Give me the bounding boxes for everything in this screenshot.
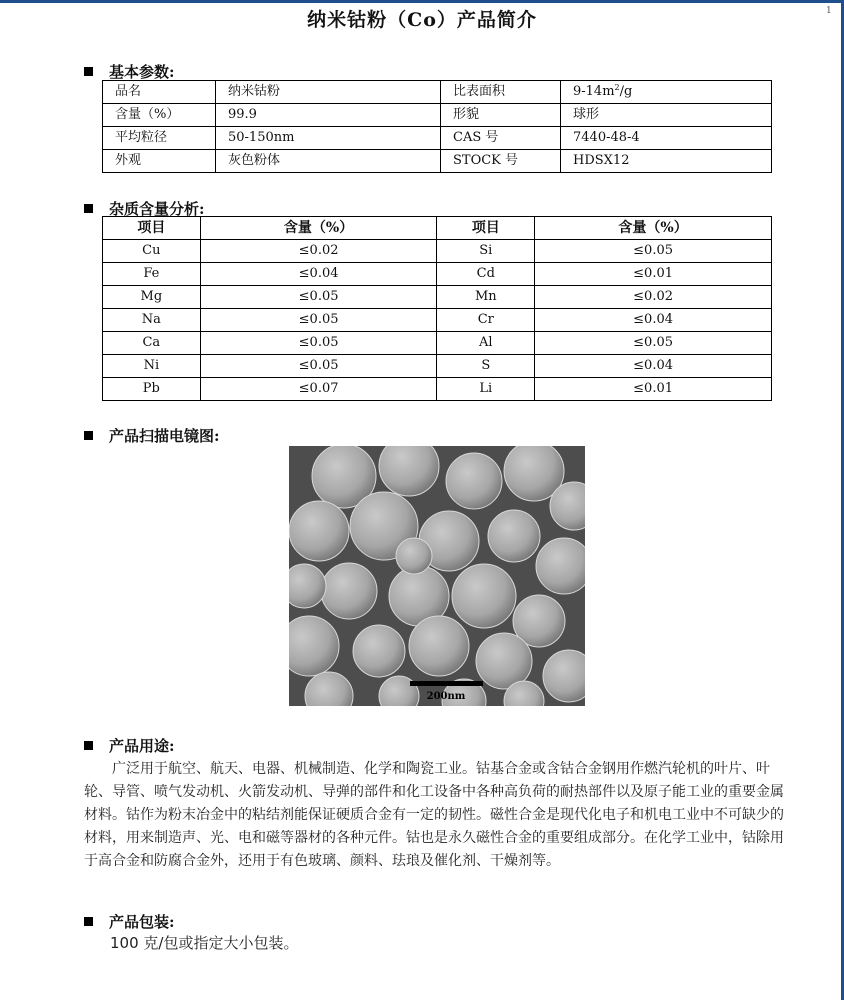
impurity-heading-label: 杂质含量分析: (109, 200, 205, 218)
param-value: 灰色粉体 (216, 150, 441, 173)
element-cell: S (437, 355, 535, 378)
package-text: 100 克/包或指定大小包装。 (110, 934, 299, 952)
param-label: 平均粒径 (103, 127, 216, 150)
content-cell: ≤0.05 (200, 286, 437, 309)
param-value: HDSX12 (561, 150, 772, 173)
corner-mark: 1 (826, 6, 832, 16)
param-value: 7440-48-4 (561, 127, 772, 150)
param-label: 含量（%） (103, 104, 216, 127)
table-row (103, 104, 772, 127)
element-cell: Li (437, 378, 535, 401)
element-cell: Na (103, 309, 201, 332)
element-cell: Fe (103, 263, 201, 286)
element-cell: Mn (437, 286, 535, 309)
element-cell: Ni (103, 355, 201, 378)
param-label: 品名 (103, 81, 216, 104)
sem-heading (84, 425, 220, 446)
content-cell: ≤0.05 (200, 355, 437, 378)
particle (452, 564, 516, 628)
package-heading (84, 911, 175, 932)
sem-image (289, 446, 585, 706)
content-cell: ≤0.01 (535, 378, 772, 401)
package-heading-label: 产品包装: (109, 913, 175, 931)
param-label: 比表面积 (441, 81, 561, 104)
square-bullet-icon (84, 67, 93, 76)
square-bullet-icon (84, 741, 93, 750)
table-row (103, 127, 772, 150)
table-row (103, 286, 772, 309)
impurity-table (102, 216, 772, 401)
table-row (103, 263, 772, 286)
content-cell: ≤0.02 (200, 240, 437, 263)
content-cell: ≤0.05 (535, 332, 772, 355)
element-cell: Pb (103, 378, 201, 401)
square-bullet-icon (84, 204, 93, 213)
table-row (103, 378, 772, 401)
sem-micrograph (289, 446, 585, 706)
table-row (103, 150, 772, 173)
element-cell: Mg (103, 286, 201, 309)
content-cell: ≤0.07 (200, 378, 437, 401)
content-cell: ≤0.04 (200, 263, 437, 286)
content-cell: ≤0.01 (535, 263, 772, 286)
content-cell: ≤0.05 (200, 309, 437, 332)
element-cell: Cr (437, 309, 535, 332)
usage-heading-label: 产品用途: (109, 737, 175, 755)
param-label: 形貌 (441, 104, 561, 127)
column-header: 项目 (103, 217, 201, 240)
param-value: 纳米钴粉 (216, 81, 441, 104)
element-cell: Si (437, 240, 535, 263)
param-label: STOCK 号 (441, 150, 561, 173)
particle (488, 510, 540, 562)
params-heading-label: 基本参数: (109, 63, 175, 81)
square-bullet-icon (84, 917, 93, 926)
param-value: 99.9 (216, 104, 441, 127)
scale-bar (410, 681, 483, 686)
table-row (103, 240, 772, 263)
column-header: 含量（%） (200, 217, 437, 240)
param-value: 50-150nm (216, 127, 441, 150)
param-value: 球形 (561, 104, 772, 127)
element-cell: Cd (437, 263, 535, 286)
element-cell: Ca (103, 332, 201, 355)
content-cell: ≤0.04 (535, 355, 772, 378)
top-border-rule (0, 0, 844, 3)
square-bullet-icon (84, 431, 93, 440)
content-cell: ≤0.05 (200, 332, 437, 355)
particle (289, 501, 349, 561)
table-row (103, 309, 772, 332)
table-header-row (103, 217, 772, 240)
content-cell: ≤0.04 (535, 309, 772, 332)
usage-paragraph: 广泛用于航空、航天、电器、机械制造、化学和陶瓷工业。钴基合金或含钴合金钢用作燃汽轮机的叶片、叶轮、导管、喷气发动机、火箭发动机、导弹的部件和化工设备中各种高负荷的耐热部件以及原子能工业的重要金属材料。钴作为粉末冶金中的粘结剂能保证硬质合金有一定的韧性。磁性合金是现代化电子和机电工业中不可缺少的材料，用来制造声、光、电和磁等器材的各种元件。钴也是永久磁性合金的重要组成部分。在化学工业中，钴除用于高合金和防腐合金外，还用于有色玻璃、颜料、珐琅及催化剂、干燥剂等。 (84, 761, 784, 869)
sem-heading-label: 产品扫描电镜图: (109, 427, 220, 445)
params-heading (84, 61, 175, 82)
element-cell: Al (437, 332, 535, 355)
particle (409, 616, 469, 676)
content-cell: ≤0.05 (535, 240, 772, 263)
particle (536, 538, 585, 594)
table-row (103, 81, 772, 104)
page-title: 纳米钴粉（Co）产品简介 (307, 9, 537, 31)
table-row (103, 355, 772, 378)
param-label: 外观 (103, 150, 216, 173)
column-header: 项目 (437, 217, 535, 240)
param-value-surface-area: $9-14m^2/g$ (561, 81, 772, 104)
column-header: 含量（%） (535, 217, 772, 240)
content-cell: ≤0.02 (535, 286, 772, 309)
table-row (103, 332, 772, 355)
scale-label: 200nm (426, 691, 466, 702)
particle (321, 563, 377, 619)
param-label: CAS 号 (441, 127, 561, 150)
particle (396, 538, 432, 574)
impurity-table-body (103, 240, 772, 401)
usage-heading (84, 735, 175, 756)
particle (446, 453, 502, 509)
element-cell: Cu (103, 240, 201, 263)
particle (353, 625, 405, 677)
params-table (102, 80, 772, 173)
